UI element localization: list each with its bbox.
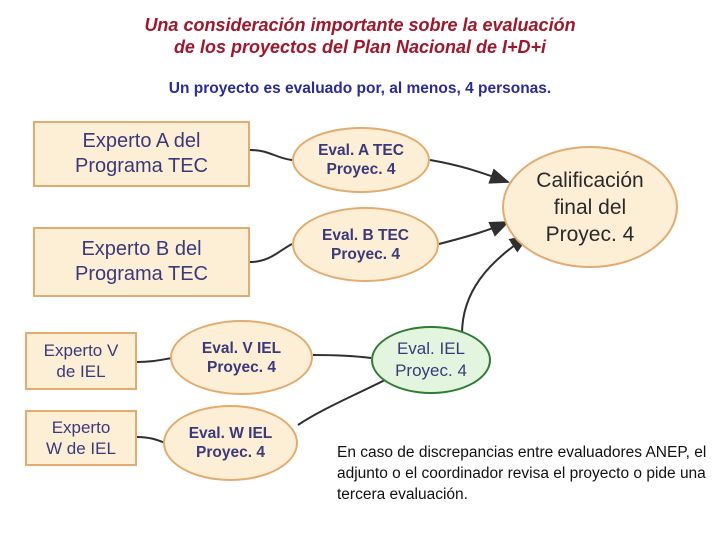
eval-iel-oval: Eval. IEL Proyec. 4 bbox=[371, 326, 491, 394]
connector-eval-b-to-final bbox=[439, 222, 508, 244]
connector-eval-w-to-eval-iel bbox=[298, 380, 385, 425]
discrepancy-note: En caso de discrepancias entre evaluadores ANEP, el adjunto o el coordinador revisa el proyecto o pide una tercera evaluación. bbox=[337, 444, 707, 503]
connector-expert-b-to-eval-b bbox=[250, 244, 292, 262]
expert-v-box: Experto V de IEL bbox=[25, 332, 137, 390]
connector-expert-v-to-eval-v bbox=[137, 358, 172, 362]
expert-a-box: Experto A del Programa TEC bbox=[33, 121, 250, 187]
title-line-1: Una consideración importante sobre la evaluación bbox=[144, 15, 576, 35]
eval-v-oval: Eval. V IEL Proyec. 4 bbox=[170, 320, 313, 395]
connector-eval-a-to-final bbox=[430, 160, 508, 182]
title-line-2: de los proyectos del Plan Nacional de I+D+i bbox=[173, 37, 547, 57]
expert-w-box: Experto W de IEL bbox=[25, 410, 137, 466]
expert-b-box: Experto B del Programa TEC bbox=[33, 227, 250, 297]
subtitle: Un proyecto es evaluado por, al menos, 4 personas. bbox=[168, 80, 552, 97]
eval-b-oval: Eval. B TEC Proyec. 4 bbox=[292, 207, 439, 282]
eval-a-oval: Eval. A TEC Proyec. 4 bbox=[292, 127, 430, 193]
connector-eval-v-to-eval-iel bbox=[313, 355, 371, 358]
eval-w-oval: Eval. W IEL Proyec. 4 bbox=[163, 405, 298, 481]
connector-expert-w-to-eval-w bbox=[137, 437, 165, 443]
final-score-oval: Calificación final del Proyec. 4 bbox=[502, 146, 678, 268]
connector-expert-a-to-eval-a bbox=[250, 150, 292, 160]
connector-eval-iel-to-final bbox=[462, 236, 528, 334]
